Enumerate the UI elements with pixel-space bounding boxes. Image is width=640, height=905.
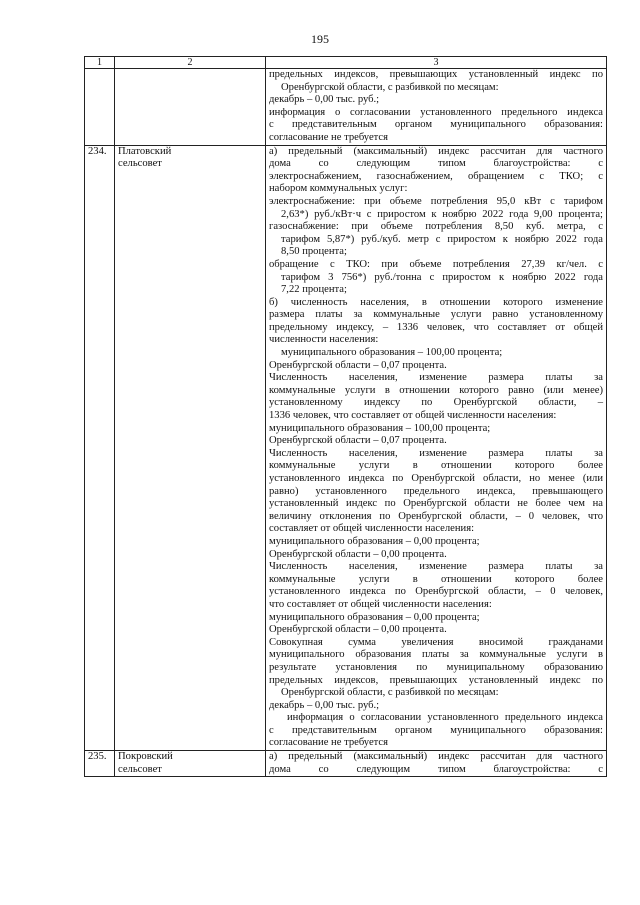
description-line: декабрь – 0,00 тыс. руб.; — [269, 94, 380, 106]
description-line: информация о согласовании установленного предельного индекса — [269, 106, 603, 118]
description-cell — [266, 69, 607, 146]
description-line: муниципального образования платы за коммунальные услуги в — [269, 649, 603, 661]
row-number: 234. — [85, 145, 115, 751]
description-line: Численность населения, изменение размера платы за — [269, 372, 603, 384]
description-line: Оренбургской области – 0,07 процента. — [269, 435, 447, 447]
description-line: величину отклонения по Оренбургской области, – 0 человек, что — [269, 510, 603, 522]
table-row — [85, 145, 607, 751]
description-line: информация о согласовании установленного предельного индекса — [287, 712, 603, 724]
description-line: установленному индексу по Оренбургской области, – — [269, 397, 603, 409]
description-line: Численность населения, изменение размера платы за — [269, 447, 603, 459]
table-row — [85, 751, 607, 777]
description-line: 8,50 процента; — [281, 246, 347, 258]
description-line: газоснабжение: при объеме потребления 8,50 куб. метра, с — [269, 221, 603, 233]
description-line: равно) установленного предельного индекса, превышающего — [269, 485, 603, 497]
description-line: что составляет от общей численности населения: — [269, 598, 492, 610]
municipality-name — [115, 751, 266, 777]
description-line: предельных индексов, превышающих установленный индекс по — [269, 674, 603, 686]
description-line: а) предельный (максимальный) индекс рассчитан для частного — [269, 751, 603, 763]
description-line: 7,22 процента; — [281, 284, 347, 296]
description-line: предельному индексу, – 1336 человек, что составляет от общей — [269, 321, 603, 333]
header-col-1: 1 — [85, 57, 115, 69]
municipality-name — [115, 145, 266, 751]
description-line: Оренбургской области – 0,07 процента. — [269, 359, 447, 371]
description-line: коммунальные услуги в отношении которого равно (или менее) — [269, 384, 603, 396]
description-line: дома со следующим типом благоустройства: с — [269, 763, 603, 775]
description-line: численности населения: — [269, 334, 379, 346]
description-line: набором коммунальных услуг: — [269, 183, 408, 195]
description-line: Оренбургской области – 0,00 процента. — [269, 548, 447, 560]
description-line: а) предельный (максимальный) индекс рассчитан для частного — [269, 145, 603, 157]
description-line: Оренбургской области – 0,00 процента. — [269, 624, 447, 636]
description-line: электроснабжением, газоснабжением, обращением с ТКО; с — [269, 170, 603, 182]
description-line: Совокупная сумма увеличения вносимой гражданами — [269, 636, 603, 648]
description-line: коммунальные услуги в отношении которого более — [269, 460, 603, 472]
row-number — [85, 69, 115, 146]
municipality-name-line: Платовский — [118, 145, 172, 157]
description-line: Численность населения, изменение размера платы за — [269, 561, 603, 573]
description-line: муниципального образования – 100,00 процента; — [269, 422, 491, 434]
description-cell — [266, 145, 607, 751]
description-line: электроснабжение: при объеме потребления 95,0 кВт с тарифом — [269, 195, 603, 207]
description-line: согласование не требуется — [269, 131, 389, 143]
description-line: с представительным органом муниципального образования: — [269, 119, 603, 131]
description-line: с представительным органом муниципального образования: — [269, 724, 603, 736]
header-col-3: 3 — [266, 57, 607, 69]
description-line: тарифом 3 756*) руб./тонна с приростом к ноябрю 2022 года — [281, 271, 603, 283]
description-line: установленного индекса по Оренбургской области, – 0 человек, — [269, 586, 603, 598]
description-line: декабрь – 0,00 тыс. руб.; — [269, 699, 380, 711]
description-line: коммунальные услуги в отношении которого более — [269, 573, 603, 585]
municipality-name — [115, 69, 266, 146]
description-cell — [266, 751, 607, 777]
index-table — [84, 56, 607, 777]
description-line: 2,63*) руб./кВт·ч с приростом к ноябрю 2022 года 9,00 процента; — [281, 208, 603, 220]
description-line: Оренбургской области, с разбивкой по месяцам: — [281, 687, 499, 699]
page-number: 195 — [311, 32, 329, 46]
description-line: установленного индекса по Оренбургской области, но менее (или — [269, 473, 603, 484]
municipality-name-line: сельсовет — [118, 158, 162, 170]
description-line: Оренбургской области, с разбивкой по месяцам: — [281, 81, 499, 93]
description-line: результате установления по муниципальному образованию — [269, 661, 603, 673]
description-line: тарифом 5,87*) руб./куб. метр с приростом к ноябрю 2022 года — [281, 233, 603, 245]
row-number: 235. — [85, 751, 115, 777]
description-line: установленный индекс по Оренбургской области не более чем на — [269, 498, 603, 510]
description-line: муниципального образования – 100,00 процента; — [281, 347, 503, 359]
municipality-name-line: Покровский — [118, 751, 173, 763]
description-line: предельных индексов, превышающих установленный индекс по — [269, 69, 603, 80]
description-line: дома со следующим типом благоустройства: с — [269, 158, 603, 170]
municipality-name-line: сельсовет — [118, 763, 162, 775]
description-line: 1336 человек, что составляет от общей численности населения: — [269, 410, 557, 422]
description-line: составляет от общей численности населения: — [269, 523, 475, 535]
description-line: муниципального образования – 0,00 процента; — [269, 611, 480, 623]
header-col-2: 2 — [115, 57, 266, 69]
description-line: согласование не требуется — [269, 737, 389, 749]
description-line: размера платы за коммунальные услуги равно установленному — [269, 309, 603, 321]
header-row — [85, 57, 607, 69]
description-line: муниципального образования – 0,00 процента; — [269, 535, 480, 547]
description-line: обращение с ТКО: при объеме потребления 27,39 кг/чел. с — [269, 258, 603, 270]
description-line: б) численность населения, в отношении которого изменение — [269, 296, 603, 308]
table-row — [85, 69, 607, 146]
